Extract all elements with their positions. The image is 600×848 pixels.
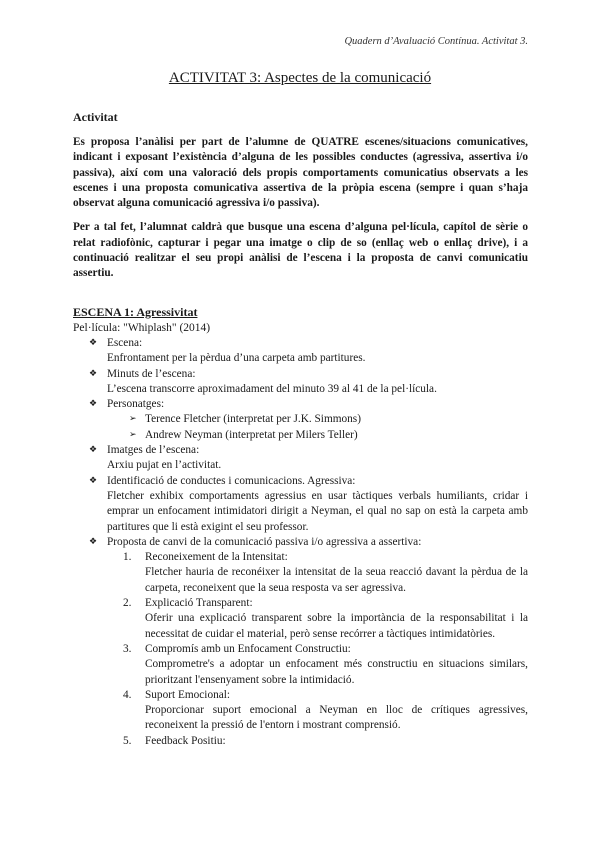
identificacio-text: Fletcher exhibix comportaments agressius en usar tàctiques verbals humiliants, cridar i emprar un enfocament intimidatori dirigit a Neyman, el qual no sap on està la carpeta amb partitures que li està exigint el seu professor.: [107, 489, 528, 533]
imatges-label: ❖ Imatges de l’escena:: [107, 444, 200, 457]
step-title: Suport Emocional:: [145, 688, 231, 701]
activitat-paragraph-1: Es proposa l’anàlisi per part de l’alumne de QUATRE escenes/situacions comunicatives, indicant i exposant l’existència d’alguna de les possibles conductes (agressiva, assertiva i/o passiva), així com una valoració dels propis comportaments comunicatius observats a les escenes i una proposta comunicativa assertiva de la pròpia escena (sempre i quan s’haja observat alguna comunicació agressiva i/o passiva).: [73, 136, 528, 210]
bullet-escena: [73, 336, 528, 367]
step-item: [107, 596, 528, 642]
minuts-text: L’escena transcorre aproximadament del minuto 39 al 41 de la pel·lícula.: [107, 382, 437, 395]
activitat-heading: Activitat: [73, 110, 118, 124]
bullet-minuts: [73, 367, 528, 398]
step-text: Comprometre's a adoptar un enfocament més constructiu en situacions similars, prioritzant l'ensenyament sobre la intimidació.: [145, 658, 528, 686]
running-header: Quadern d’Avaluació Contínua. Activitat 3.: [344, 36, 528, 47]
step-text: Fletcher hauria de reconéixer la intensitat de la seua reacció davant la pèrdua de la carpeta, reconeixent que la seua resposta va ser agressiva.: [145, 566, 528, 594]
activitat-paragraph-2: Per a tal fet, l’alumnat caldrà que busque una escena d’alguna pel·lícula, capítol de sèrie o relat radiofònic, capturar i pegar una imatge o clip de so (enllaç web o enllaç drive), i a continuació realitzar el seu propi anàlisi de l’escena i la proposta de canvi comunicatiu assertiu.: [73, 221, 528, 280]
step-item: [107, 734, 528, 749]
personatges-label: ❖ Personatges:: [107, 398, 165, 411]
minuts-label: ❖ Minuts de l’escena:: [107, 367, 196, 380]
step-text: Oferir una explicació transparent sobre la importància de la responsabilitat i la necessitat de cuidar el material, però sense recórrer a tàctiques intimidatòries.: [145, 612, 528, 640]
bullet-proposta: [73, 535, 528, 749]
step-number: 4.: [123, 688, 132, 701]
step-item: [107, 550, 528, 596]
identificacio-label: ❖ Identificació de conductes i comunicacions. Agressiva:: [107, 474, 356, 487]
personatges-list: [107, 412, 528, 443]
step-item: [107, 688, 528, 734]
personatge-item: ➢ Terence Fletcher (interpretat per J.K. Simmons): [107, 412, 528, 427]
bullet-identificacio: [73, 474, 528, 535]
step-item: [107, 642, 528, 688]
step-title: Feedback Positiu:: [145, 734, 226, 747]
escena1-bullet-list: [73, 336, 528, 749]
escena-label: ❖ Escena:: [107, 337, 143, 349]
escena1-title: ESCENA 1: Agressivitat: [73, 305, 198, 319]
step-title: Compromís amb un Enfocament Constructiu:: [145, 642, 351, 655]
escena1-section: [73, 305, 528, 749]
step-number: 2.: [123, 597, 132, 610]
proposta-label: ❖ Proposta de canvi de la comunicació passiva i/o agressiva a assertiva:: [107, 535, 422, 548]
personatge-item: ➢ Andrew Neyman (interpretat per Milers Teller): [107, 428, 528, 443]
step-number: 5.: [123, 734, 132, 747]
film-line: Pel·lícula: "Whiplash" (2014): [73, 322, 211, 334]
bullet-personatges: [73, 397, 528, 443]
bullet-imatges: [73, 443, 528, 474]
page-title: ACTIVITAT 3: Aspectes de la comunicació: [168, 70, 432, 86]
proposta-steps: [107, 550, 528, 749]
imatges-text: Arxiu pujat en l’activitat.: [107, 459, 222, 472]
activitat-section: [73, 110, 528, 282]
step-number: 1.: [123, 551, 132, 564]
step-title: Reconeixement de la Intensitat:: [145, 551, 288, 564]
step-text: Proporcionar suport emocional a Neyman en lloc de crítiques agressives, reconeixent la pressió de l'entorn i mostrant comprensió.: [145, 704, 528, 732]
step-title: Explicació Transparent:: [145, 597, 253, 610]
escena-text: Enfrontament per la pèrdua d’una carpeta amb partitures.: [107, 352, 366, 365]
step-number: 3.: [123, 642, 132, 655]
